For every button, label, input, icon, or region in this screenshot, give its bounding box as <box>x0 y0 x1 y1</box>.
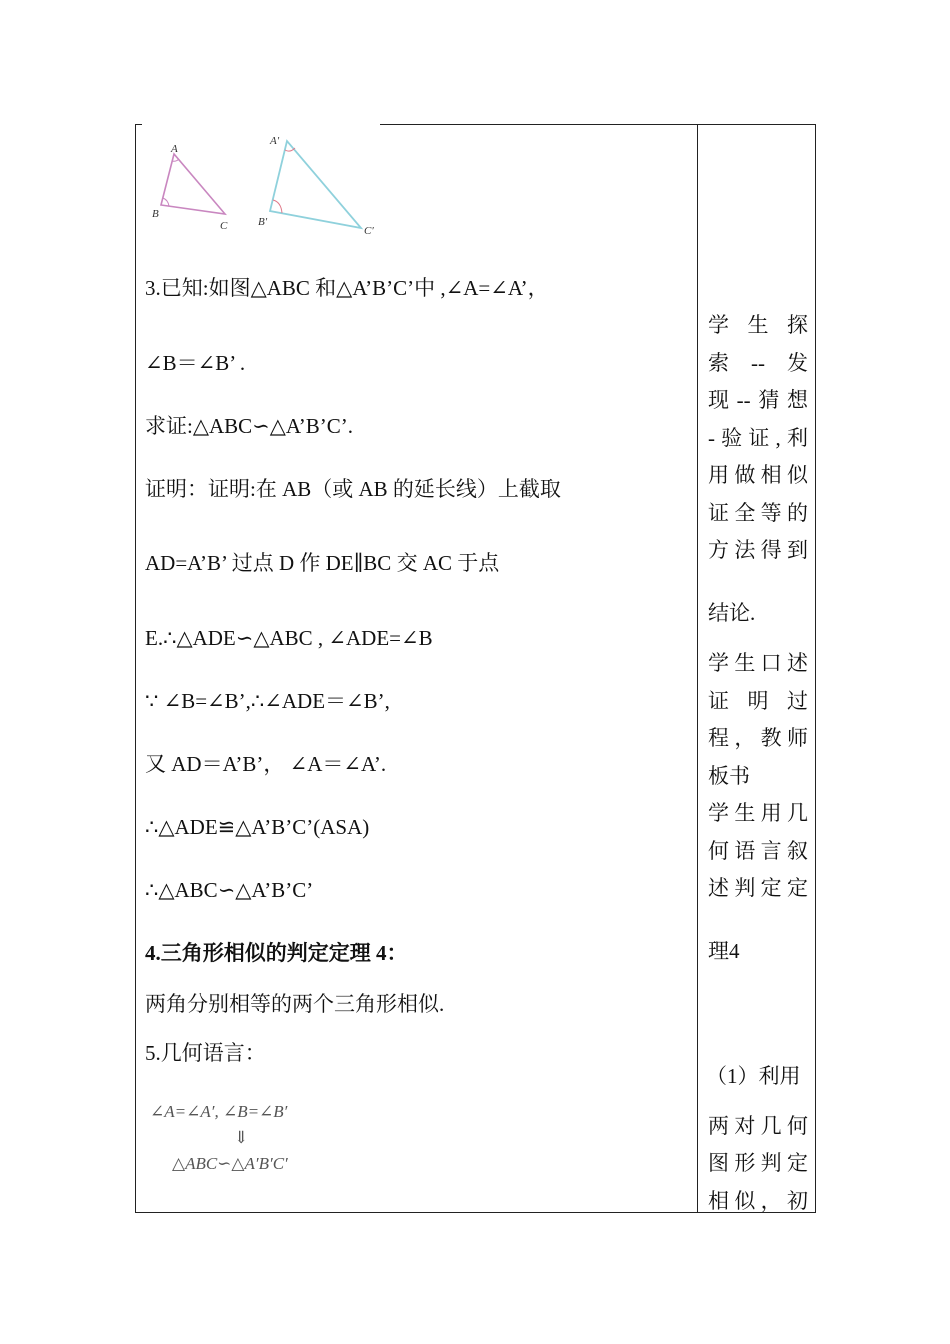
side-line-4: -验证,利 <box>708 426 808 450</box>
side-line-11: 程，教师 <box>708 726 808 750</box>
proof-line-5: AD=A’B’ 过点 D 作 DE∥BC 交 AC 于点 <box>145 551 500 575</box>
geometry-language-title: 5.几何语言： <box>145 1041 266 1065</box>
large-triangle <box>258 135 374 237</box>
small-triangle <box>152 143 228 232</box>
side-line-6: 证全等的 <box>708 501 808 525</box>
side-line-18: 两对几何 <box>708 1114 808 1138</box>
label-c-prime: C′ <box>364 225 374 237</box>
proof-line-10: ∴△ABC∽△A’B’C’ <box>145 878 314 902</box>
label-b-prime: B′ <box>258 216 268 228</box>
triangle-figure <box>140 128 390 240</box>
proof-line-3: 求证:△ABC∽△A’B’C’. <box>145 414 353 438</box>
formula-arrow: ⇓ <box>234 1128 249 1147</box>
side-line-19: 图形判定 <box>708 1151 808 1175</box>
small-triangle-shape <box>161 154 225 214</box>
side-line-5: 用做相似 <box>708 463 808 487</box>
side-line-15: 述判定定 <box>708 876 808 900</box>
side-line-16: 理4 <box>708 939 740 963</box>
side-line-13: 学生用几 <box>708 801 808 825</box>
column-divider <box>697 124 698 1213</box>
label-a-prime: A′ <box>270 135 280 147</box>
theorem-title: 4.三角形相似的判定定理 4： <box>145 941 408 965</box>
proof-line-9: ∴△ADE≌△A’B’C’(ASA) <box>145 815 370 839</box>
formula-premise: ∠A=∠A′, ∠B=∠B′ <box>150 1102 288 1121</box>
side-line-20: 相似，初 <box>708 1189 808 1213</box>
table-top-gap <box>142 120 380 128</box>
side-line-3: 现--猜想 <box>708 388 808 412</box>
side-line-1: 学生探 <box>708 313 808 337</box>
label-a: A <box>171 143 178 155</box>
label-b: B <box>152 208 159 220</box>
side-line-7: 方法得到 <box>708 538 808 562</box>
theorem-text: 两角分别相等的两个三角形相似. <box>145 992 445 1016</box>
side-line-8: 结论. <box>708 601 756 625</box>
side-line-17: （1）利用 <box>706 1064 801 1088</box>
proof-line-7: ∵ ∠B=∠B’,∴∠ADE＝∠B’, <box>145 689 390 713</box>
geometry-formula <box>150 1098 350 1178</box>
formula-conclusion: △ABC∽△A′B′C′ <box>172 1154 288 1173</box>
side-line-9: 学生口述 <box>708 651 808 675</box>
proof-line-1: 3.已知:如图△ABC 和△A’B’C’中 ,∠A=∠A’， <box>145 276 549 300</box>
proof-line-6: E.∴△ADE∽△ABC , ∠ADE=∠B <box>145 626 433 650</box>
proof-line-2: ∠B＝∠B’ . <box>145 351 246 375</box>
large-triangle-shape <box>270 141 361 228</box>
proof-line-8: 又 AD＝A’B’， ∠A＝∠A’. <box>145 752 387 776</box>
proof-line-4: 证明：证明:在 AB（或 AB 的延长线）上截取 <box>145 477 561 501</box>
side-line-10: 证明过 <box>708 689 808 713</box>
label-c: C <box>220 220 228 232</box>
side-line-12: 板书 <box>708 764 750 788</box>
side-line-2: 索--发 <box>708 351 808 375</box>
side-line-14: 何语言叙 <box>708 839 808 863</box>
